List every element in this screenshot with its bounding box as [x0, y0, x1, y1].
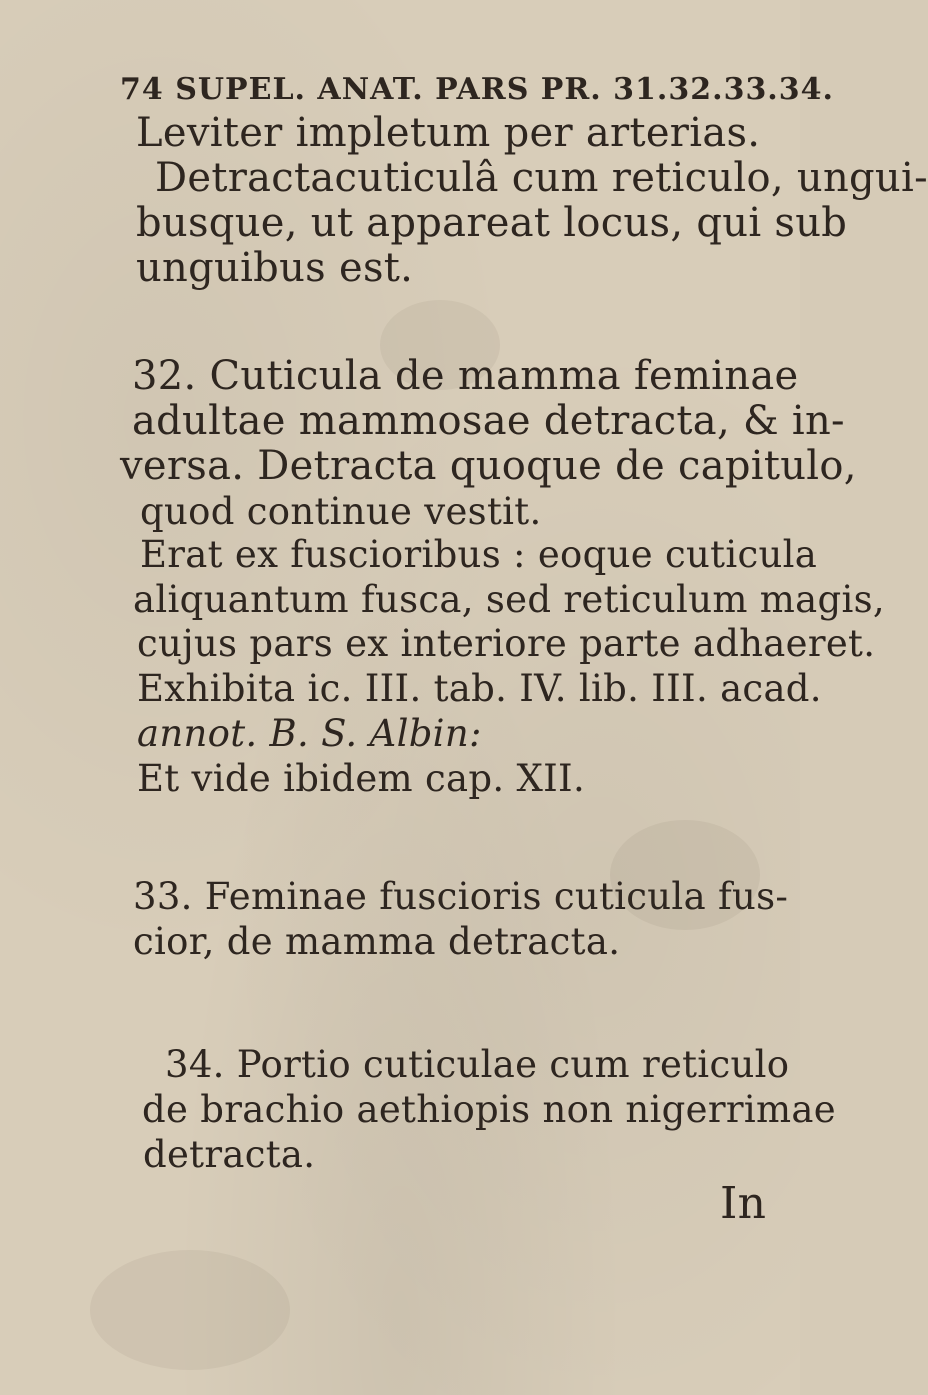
text-line: detracta.	[143, 1133, 316, 1176]
text-line: 33. Feminae fuscioris cuticula fus-	[133, 875, 789, 918]
text-line: de brachio aethiopis non nigerrimae	[142, 1088, 836, 1131]
text-line: unguibus est.	[136, 245, 414, 291]
text-line: Erat ex fuscioribus : eoque cuticula	[140, 533, 818, 576]
text-line: 32. Cuticula de mamma feminae	[132, 353, 799, 399]
text-line: Exhibita ic. III. tab. IV. lib. III. acad.	[137, 667, 822, 710]
running-head: 74 SUPEL. ANAT. PARS PR. 31.32.33.34.	[120, 72, 834, 107]
text-line: Et vide ibidem cap. XII.	[137, 757, 586, 800]
text-line: annot. B. S. Albin:	[137, 712, 482, 755]
text-line: versa. Detracta quoque de capitulo,	[120, 443, 857, 489]
text-line: quod continue vestit.	[140, 490, 542, 533]
text-line: cujus pars ex interiore parte adhaeret.	[137, 622, 876, 665]
text-line: Leviter impletum per arterias.	[136, 110, 761, 156]
text-line: aliquantum fusca, sed reticulum magis,	[133, 578, 885, 621]
text-line: busque, ut appareat locus, qui sub	[136, 200, 848, 246]
text-line: 34. Portio cuticulae cum reticulo	[165, 1043, 790, 1086]
text-line: Detractacuticulâ cum reticulo, ungui-	[155, 155, 928, 201]
text-line: cior, de mamma detracta.	[133, 920, 621, 963]
catchword: In	[720, 1178, 767, 1229]
text-line: adultae mammosae detracta, & in-	[132, 398, 845, 444]
paper-stain	[90, 1250, 290, 1370]
